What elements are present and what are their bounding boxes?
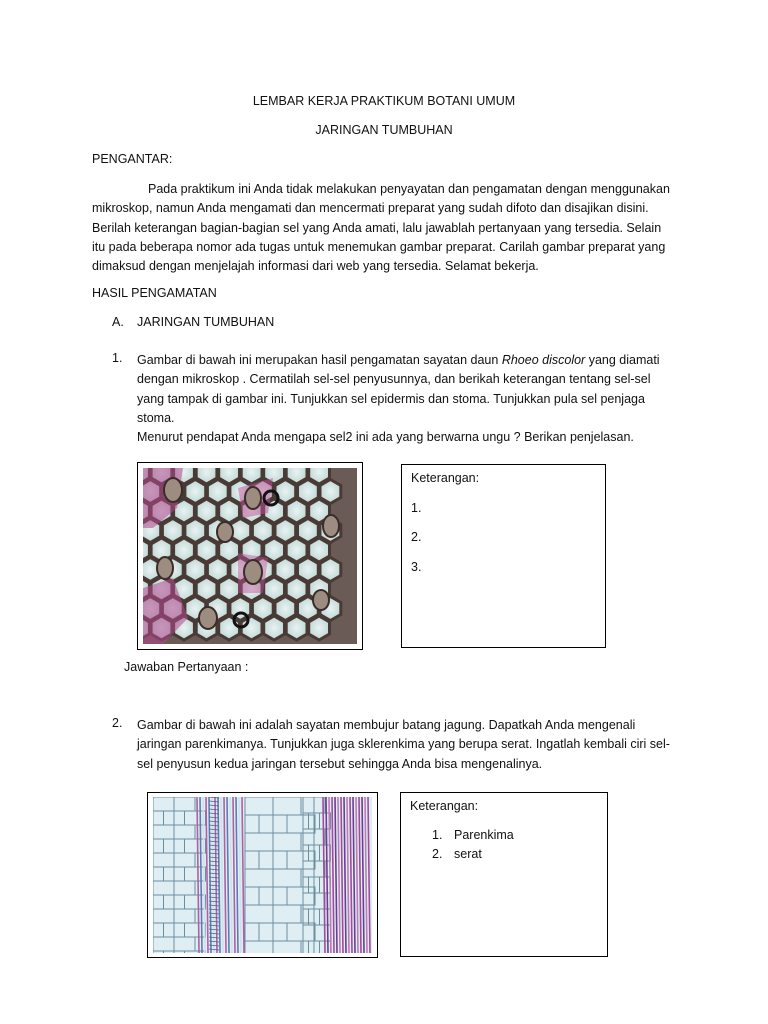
question-2-line: sel penyusun kedua jaringan tersebut sehingga Anda bisa mengenalinya. <box>137 756 543 771</box>
results-heading: HASIL PENGAMATAN <box>92 286 217 300</box>
answer-label: Jawaban Pertanyaan : <box>124 660 249 674</box>
section-title: JARINGAN TUMBUHAN <box>137 315 275 329</box>
question-1-line: stoma. <box>137 410 175 425</box>
caption-box-1-title: Keterangan: <box>411 471 480 485</box>
caption-box-2-item-number: 2. <box>432 847 443 861</box>
corn-stem-image <box>153 797 372 953</box>
leaf-epidermis-image <box>143 468 357 644</box>
question-1-line: dengan mikroskop . Cermatilah sel-sel penyusunnya, dan berikah keterangan tentang sel-sel <box>137 372 651 387</box>
question-1-line <box>137 351 697 370</box>
intro-paragraph <box>92 180 692 276</box>
question-2-number: 2. <box>112 716 123 730</box>
caption-box-2-title: Keterangan: <box>410 799 479 813</box>
question-2-line: Gambar di bawah ini adalah sayatan membujur batang jagung. Dapatkah Anda mengenali <box>137 718 636 732</box>
question-2-line: jaringan parenkimanya. Tunjukkan juga sklerenkima yang berupa serat. Ingatlah kembali ciri sel- <box>137 737 670 752</box>
caption-box-2-item-number: 1. <box>432 828 443 842</box>
question-1-text <box>137 351 697 447</box>
intro-line: Berilah keterangan bagian-bagian sel yang Anda amati, lalu jawablah pertanyaan yang tersedia. Selain <box>92 220 662 235</box>
question-1-line: Menurut pendapat Anda mengapa sel2 ini ada yang berwarna ungu ? Berikan penjelasan. <box>137 430 634 445</box>
caption-box-2 <box>400 792 608 957</box>
intro-line: Pada praktikum ini Anda tidak melakukan penyayatan dan pengamatan dengan menggunakan <box>148 182 670 196</box>
caption-box-1-item: 3. <box>411 560 422 574</box>
caption-box-1-item: 1. <box>411 501 422 515</box>
intro-line: dimaksud dengan menjelajah informasi dari web yang tersedia. Selamat bekerja. <box>92 259 539 274</box>
intro-line: mikroskop, namun Anda mengamati dan mencermati preparat yang sudah difoto dan disajikan disini. <box>92 201 649 216</box>
question-1-number: 1. <box>112 351 123 365</box>
question-1-line-text: Gambar di bawah ini merupakan hasil pengamatan sayatan daun <box>137 353 499 367</box>
species-name: Rhoeo discolor <box>501 353 586 367</box>
question-2-text <box>137 716 697 774</box>
micrograph-corn-stem <box>147 792 378 958</box>
caption-box-1 <box>401 464 606 648</box>
caption-box-2-item-serat: serat <box>454 847 482 861</box>
question-1-line-tail: yang diamati <box>588 353 660 367</box>
document-subtitle: JARINGAN TUMBUHAN <box>315 123 453 137</box>
micrograph-leaf-epidermis <box>137 462 363 650</box>
document-title: LEMBAR KERJA PRAKTIKUM BOTANI UMUM <box>252 94 516 108</box>
caption-box-2-item-parenkima: Parenkima <box>454 828 514 842</box>
section-marker: A. <box>112 315 124 329</box>
intro-line: itu pada beberapa nomor ada tugas untuk menemukan gambar preparat. Carilah gambar preparat yang <box>92 239 666 254</box>
caption-box-1-item: 2. <box>411 530 422 544</box>
question-1-line: yang tampak di gambar ini. Tunjukkan sel epidermis dan stoma. Tunjukkan pula sel penjaga <box>137 391 645 406</box>
intro-heading: PENGANTAR: <box>92 152 173 166</box>
